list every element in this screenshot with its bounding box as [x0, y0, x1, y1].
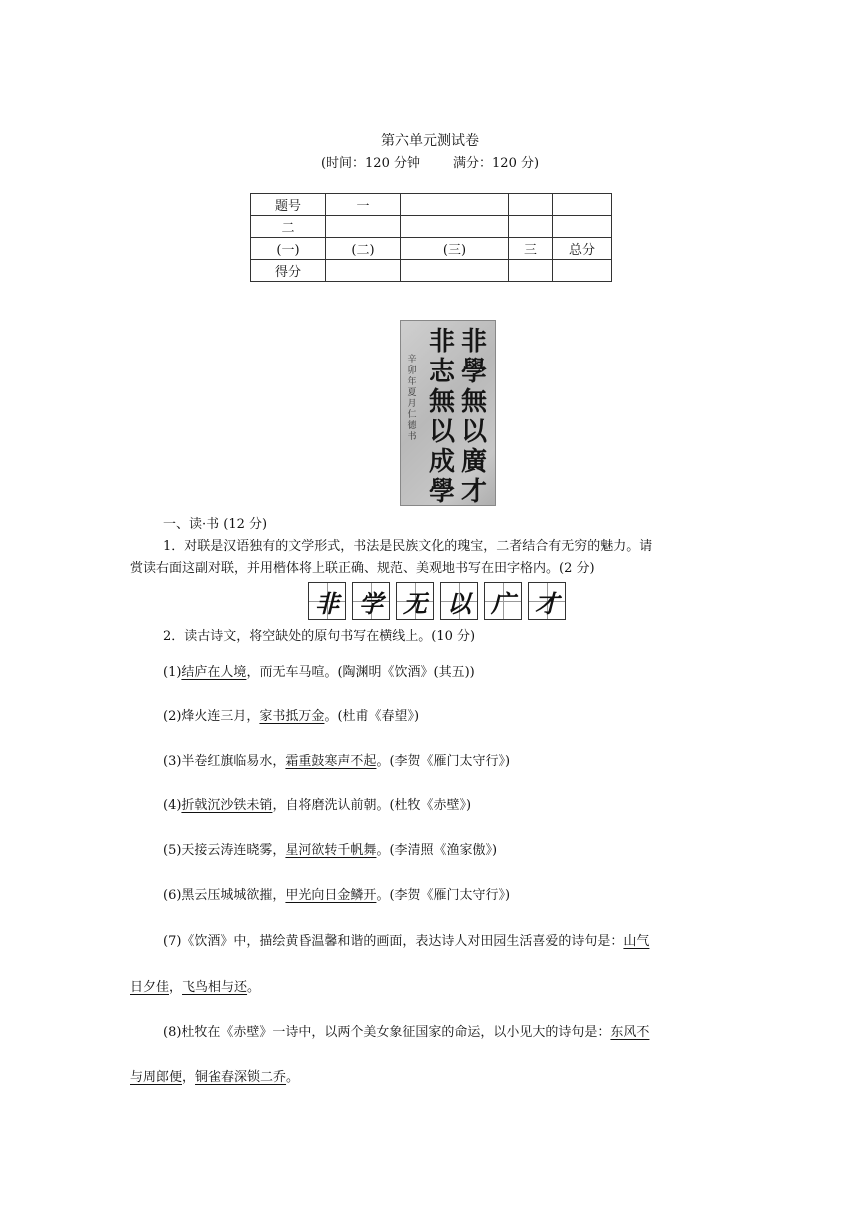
- exam-info: (时间：120 分钟 满分：120 分): [320, 156, 540, 171]
- section-heading: 一、读·书 (12 分): [163, 517, 268, 532]
- score-cell: [326, 260, 401, 282]
- question-1-line-2: 赏读右面这副对联，并用楷体将上联正确、规范、美观地书写在田字格内。(2 分): [130, 561, 595, 576]
- item-suffix: 。(李清照《渔家傲》): [376, 843, 498, 858]
- item-suffix: 。(李贺《雁门太守行》): [376, 754, 511, 769]
- item-suffix: 。(杜甫《春望》): [324, 709, 420, 724]
- score-cell: [401, 194, 509, 216]
- score-cell: 二: [251, 216, 326, 238]
- score-table: [250, 193, 612, 282]
- grid-character: 广: [491, 588, 515, 618]
- answer-text: 山气: [623, 934, 650, 949]
- couplet-left-column: 非 志 無 以 成 學: [428, 327, 455, 507]
- poem-item-7-line-1: [163, 931, 649, 953]
- poem-item-5: [163, 840, 497, 862]
- separator: ，: [169, 980, 183, 995]
- grid-cell: [528, 582, 566, 620]
- answer-text: 日夕佳: [130, 980, 170, 995]
- item-suffix: 。(李贺《雁门太守行》): [376, 888, 511, 903]
- score-cell: (二): [326, 238, 401, 260]
- score-cell: [553, 194, 612, 216]
- answer-text: 与周郎便: [130, 1070, 183, 1085]
- grid-cell: [308, 582, 346, 620]
- score-cell: [509, 260, 553, 282]
- poem-item-2: [163, 706, 419, 728]
- item-end: 。: [286, 1070, 300, 1085]
- answer-text: 霜重鼓寒声不起: [285, 754, 377, 769]
- item-prefix: (4): [163, 798, 182, 813]
- couplet-right-column: 非 學 無 以 廣 才: [460, 327, 487, 507]
- score-cell: 总分: [553, 238, 612, 260]
- grid-cell: [484, 582, 522, 620]
- poem-item-8-line-1: [163, 1022, 649, 1044]
- item-prefix: (3)半卷红旗临易水，: [163, 754, 286, 769]
- question-1-line-1: 1．对联是汉语独有的文学形式，书法是民族文化的瑰宝，二者结合有无穷的魅力。请: [163, 539, 653, 554]
- answer-text: 家书抵万金: [259, 709, 325, 724]
- item-text: (7)《饮酒》中，描绘黄昏温馨和谐的画面，表达诗人对田园生活喜爱的诗句是：: [163, 934, 624, 949]
- answer-text: 折戟沉沙铁未销: [181, 798, 273, 813]
- grid-character: 以: [447, 588, 471, 618]
- poem-item-4: [163, 795, 471, 817]
- grid-character: 非: [315, 588, 339, 618]
- item-suffix: ，而无车马喧。(陶渊明《饮酒》(其五)): [246, 665, 475, 680]
- grid-character: 学: [359, 588, 383, 618]
- answer-text: 东风不: [610, 1025, 650, 1040]
- score-cell: [326, 216, 401, 238]
- answer-text: 飞鸟相与还: [182, 980, 248, 995]
- score-cell: [401, 260, 509, 282]
- score-cell: 三: [509, 238, 553, 260]
- answer-text: 甲光向日金鳞开: [285, 888, 377, 903]
- grid-character: 无: [403, 588, 427, 618]
- score-cell: 题号: [251, 194, 326, 216]
- item-end: 。: [247, 980, 261, 995]
- poem-item-7-line-2: [130, 977, 260, 999]
- separator: ，: [182, 1070, 196, 1085]
- score-cell: [553, 216, 612, 238]
- score-cell: [401, 216, 509, 238]
- grid-cell: [440, 582, 478, 620]
- answer-text: 结庐在人境: [181, 665, 247, 680]
- item-suffix: ，自将磨洗认前朝。(杜牧《赤壁》): [272, 798, 472, 813]
- item-prefix: (1): [163, 665, 182, 680]
- score-cell: [509, 216, 553, 238]
- answer-text: 星河欲转千帆舞: [285, 843, 377, 858]
- score-cell: [553, 260, 612, 282]
- item-text: (8)杜牧在《赤壁》一诗中，以两个美女象征国家的命运，以小见大的诗句是：: [163, 1025, 611, 1040]
- poem-item-8-line-2: [130, 1067, 299, 1089]
- score-cell: (一): [251, 238, 326, 260]
- score-cell: 一: [326, 194, 401, 216]
- score-cell: 得分: [251, 260, 326, 282]
- item-prefix: (2)烽火连三月，: [163, 709, 260, 724]
- poem-item-6: [163, 885, 510, 907]
- poem-item-1: [163, 662, 475, 684]
- grid-cell: [352, 582, 390, 620]
- answer-text: 铜雀春深锁二乔: [195, 1070, 287, 1085]
- question-2-intro: 2．读古诗文，将空缺处的原句书写在横线上。(10 分): [163, 629, 476, 644]
- calligraphy-inscription: 辛 卯 年 夏 月 仁 德 书: [407, 355, 417, 442]
- grid-cell: [396, 582, 434, 620]
- tianzige-grid: [308, 582, 572, 620]
- grid-character: 才: [535, 588, 559, 618]
- item-prefix: (6)黑云压城城欲摧，: [163, 888, 286, 903]
- item-prefix: (5)天接云涛连晓雾，: [163, 843, 286, 858]
- score-cell: [509, 194, 553, 216]
- score-cell: (三): [401, 238, 509, 260]
- poem-item-3: [163, 751, 510, 773]
- page-title: 第六单元测试卷: [381, 133, 479, 149]
- calligraphy-image: [400, 320, 496, 506]
